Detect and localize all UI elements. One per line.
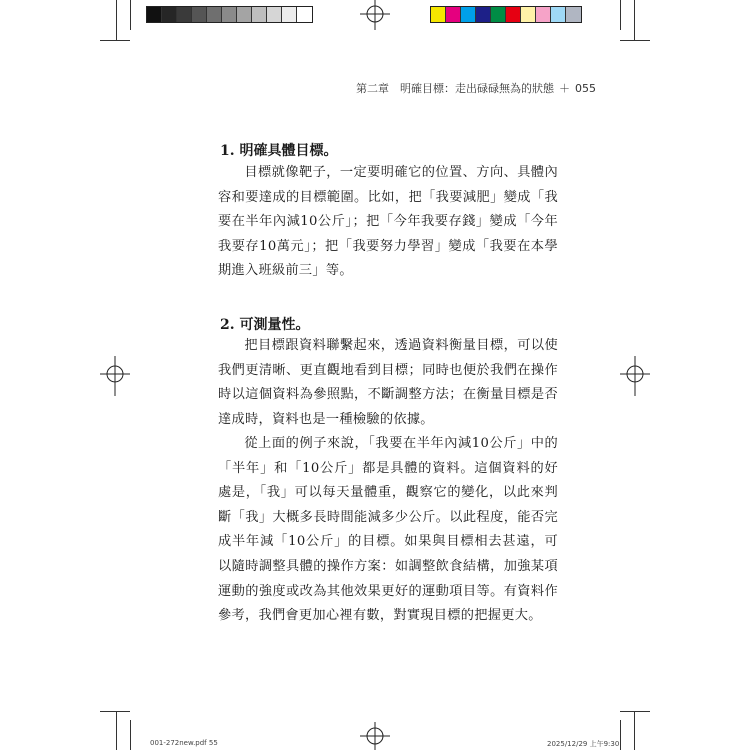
crop-mark — [620, 40, 650, 41]
crop-mark — [620, 0, 621, 30]
color-swatch — [551, 7, 566, 22]
section-1-paragraph: 目標就像靶子，一定要明確它的位置、方向、具體內容和要達成的目標範圍。比如，把「我要減肥」變成「我要在半年內減10公斤」；把「今年我要存錢」變成「今年我要存10萬元」；把「我要努力學習」變成「我要在本學期進入班級前三」等。 — [218, 165, 558, 279]
color-swatch — [282, 7, 297, 22]
crop-mark — [620, 711, 650, 712]
color-swatch — [446, 7, 461, 22]
color-swatch — [521, 7, 536, 22]
color-swatch — [207, 7, 222, 22]
header-separator: ＋ — [559, 82, 570, 95]
color-swatch — [461, 7, 476, 22]
color-swatch — [506, 7, 521, 22]
section-2-paragraph-1: 把目標跟資料聯繫起來，透過資料衡量目標，可以使我們更清晰、更直觀地看到目標；同時也便於我們在操作時以這個資料為參照點，不斷調整方法；在衡量目標是否達成時，資料也是一種檢驗的依據。 — [218, 338, 558, 427]
running-head — [356, 80, 596, 96]
color-swatch — [536, 7, 551, 22]
crop-mark — [116, 711, 117, 750]
color-swatch — [147, 7, 162, 22]
section-2-paragraph-2: 從上面的例子來說，「我要在半年內減10公斤」中的「半年」和「10公斤」都是具體的資料。這個資料的好處是，「我」可以每天量體重，觀察它的變化，以此來判斷「我」大概多長時間能減多少公斤。以此程度，能否完成半年減「10公斤」的目標。如果與目標相去甚遠，可以隨時調整具體的操作方案：如調整飲食結構，加強某項運動的強度或改為其他效果更好的運動項目等。有資料作參考，我們會更加心裡有數，對實現目標的把握更大。 — [218, 436, 558, 624]
color-swatch — [222, 7, 237, 22]
chapter-title: 第二章 明確目標：走出碌碌無為的狀態 — [356, 82, 554, 95]
color-swatch — [431, 7, 446, 22]
slug-timestamp: 2025/12/29 上午9:30 — [547, 740, 620, 748]
color-swatch — [297, 7, 312, 22]
process-color-bar — [430, 6, 582, 23]
section-title-1: 1. 明確具體目標。 — [220, 143, 338, 159]
slug-file-info: 001-272new.pdf 55 — [150, 739, 218, 747]
section-title-2: 2. 可測量性。 — [220, 317, 310, 333]
crop-mark — [130, 720, 131, 750]
registration-mark-right — [620, 356, 650, 396]
crop-mark — [100, 40, 130, 41]
registration-mark-bottom — [360, 722, 390, 752]
crop-mark — [634, 711, 635, 750]
color-swatch — [491, 7, 506, 22]
grayscale-color-bar — [146, 6, 313, 23]
crop-mark — [100, 711, 130, 712]
color-swatch — [267, 7, 282, 22]
color-swatch — [252, 7, 267, 22]
color-swatch — [237, 7, 252, 22]
color-swatch — [162, 7, 177, 22]
registration-mark-top — [360, 0, 390, 30]
crop-mark — [620, 720, 621, 750]
crop-mark — [130, 0, 131, 30]
color-swatch — [476, 7, 491, 22]
crop-mark — [116, 0, 117, 40]
color-swatch — [566, 7, 581, 22]
crop-mark — [634, 0, 635, 40]
color-swatch — [192, 7, 207, 22]
registration-mark-left — [100, 356, 130, 396]
color-swatch — [177, 7, 192, 22]
page-number: 055 — [575, 82, 596, 95]
